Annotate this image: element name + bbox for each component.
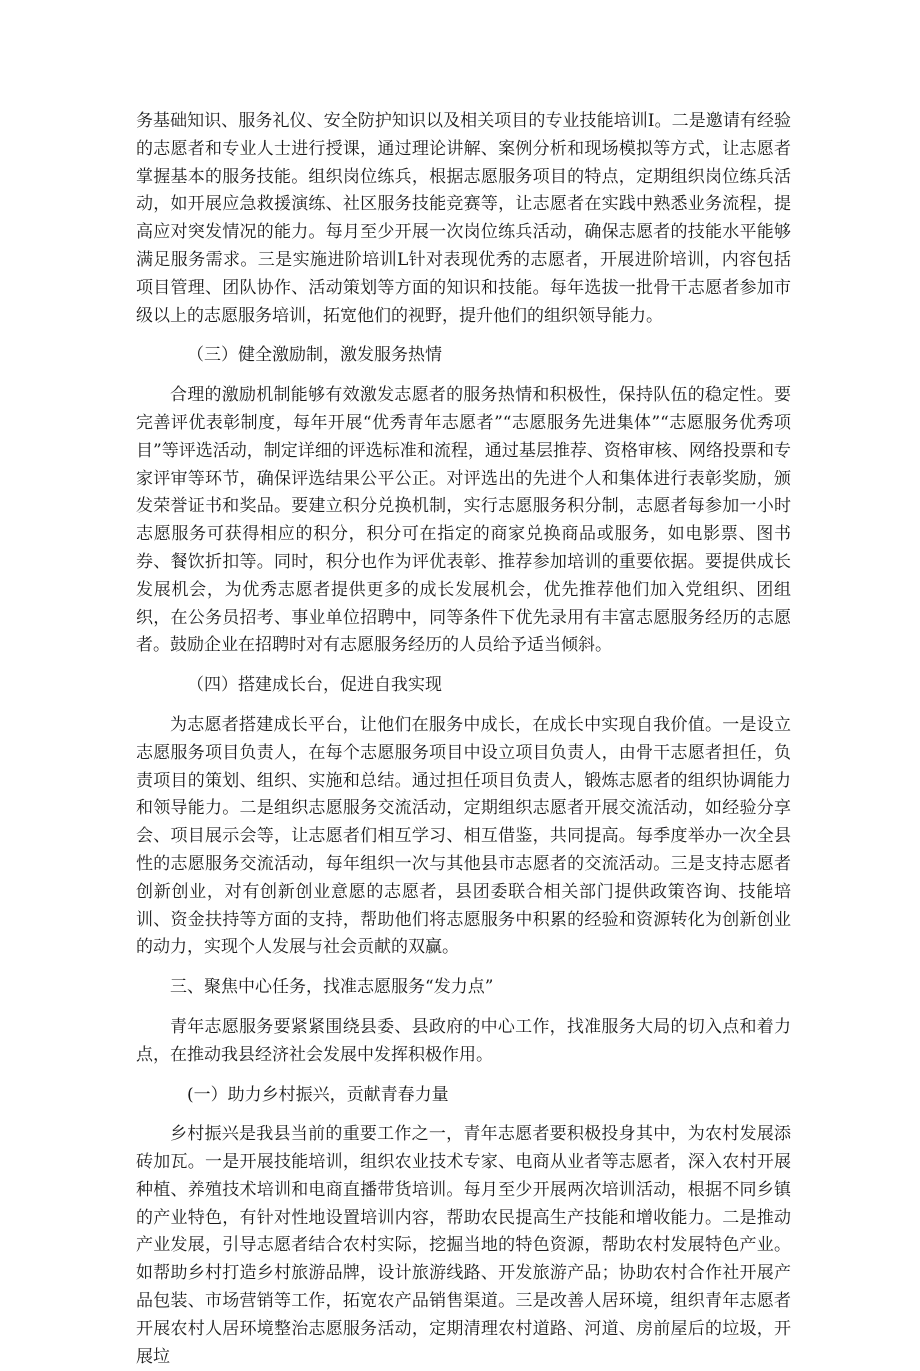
body-paragraph: 乡村振兴是我县当前的重要工作之一，青年志愿者要积极投身其中，为农村发展添砖加瓦。一是开展技能培训，组织农业技术专家、电商从业者等志愿者，深入农村开展种植、养殖技术培训和电商直播带货培训。每月至少开展两次培训活动，根据不同乡镇的产业特色，有针对性地设置培训内容，帮助农民提高生产技能和增收能力。二是推动产业发展，引导志愿者结合农村实际，挖掘当地的特色资源，帮助农村发展特色产业。如帮助乡村打造乡村旅游品牌，设计旅游线路、开发旅游产品；协助农村合作社开展产品包装、市场营销等工作，拓宽农产品销售渠道。三是改善人居环境，组织青年志愿者开展农村人居环境整治志愿服务活动，定期清理农村道路、河道、房前屋后的垃圾，开展垃 (136, 1124, 791, 1367)
section-heading: （四）搭建成长台，促进自我实现 (187, 675, 442, 696)
section-heading: (一）助力乡村振兴，贡献青春力量 (187, 1084, 449, 1105)
document-page (136, 108, 791, 1371)
section-heading: （三）健全激励制，激发服务热情 (187, 345, 442, 366)
body-paragraph: 务基础知识、服务礼仪、安全防护知识以及相关项目的专业技能培训I。二是邀请有经验的志愿者和专业人士进行授课，通过理论讲解、案例分析和现场模拟等方式，让志愿者掌握基本的服务技能。组织岗位练兵，根据志愿服务项目的特点，定期组织岗位练兵活动，如开展应急救援演练、社区服务技能竞赛等，让志愿者在实践中熟悉业务流程，提高应对突发情况的能力。每月至少开展一次岗位练兵活动，确保志愿者的技能水平能够满足服务需求。三是实施进阶培训L针对表现优秀的志愿者，开展进阶培训，内容包括项目管理、团队协作、活动策划等方面的知识和技能。每年选拔一批骨干志愿者参加市级以上的志愿服务培训，拓宽他们的视野，提升他们的组织领导能力。 (136, 111, 791, 326)
body-paragraph: 青年志愿服务要紧紧围绕县委、县政府的中心工作，找准服务大局的切入点和着力点，在推动我县经济社会发展中发挥积极作用。 (136, 1016, 791, 1065)
chapter-heading: 三、聚焦中心任务，找准志愿服务“发力点” (170, 977, 494, 998)
body-paragraph: 合理的激励机制能够有效激发志愿者的服务热情和积极性，保持队伍的稳定性。要完善评优表彰制度，每年开展“优秀青年志愿者”“志愿服务先进集体”“志愿服务优秀项目”等评选活动，制定详细的评选标准和流程，通过基层推荐、资格审核、网络投票和专家评审等环节，确保评选结果公平公正。对评选出的先进个人和集体进行表彰奖励，颁发荣誉证书和奖品。要建立积分兑换机制，实行志愿服务积分制，志愿者每参加一小时志愿服务可获得相应的积分，积分可在指定的商家兑换商品或服务，如电影票、图书券、餐饮折扣等。同时，积分也作为评优表彰、推荐参加培训的重要依据。要提供成长发展机会，为优秀志愿者提供更多的成长发展机会，优先推荐他们加入党组织、团组织，在公务员招考、事业单位招聘中，同等条件下优先录用有丰富志愿服务经历的志愿者。鼓励企业在招聘时对有志愿服务经历的人员给予适当倾斜。 (136, 385, 791, 656)
body-paragraph: 为志愿者搭建成长平台，让他们在服务中成长，在成长中实现自我价值。一是设立志愿服务项目负责人，在每个志愿服务项目中设立项目负责人，由骨干志愿者担任，负责项目的策划、组织、实施和总结。通过担任项目负责人，锻炼志愿者的组织协调能力和领导能力。二是组织志愿服务交流活动，定期组织志愿者开展交流活动，如经验分享会、项目展示会等，让志愿者们相互学习、相互借鉴，共同提高。每季度举办一次全县性的志愿服务交流活动，每年组织一次与其他县市志愿者的交流活动。三是支持志愿者创新创业，对有创新创业意愿的志愿者，县团委联合相关部门提供政策咨询、技能培训、资金扶持等方面的支持，帮助他们将志愿服务中积累的经验和资源转化为创新创业的动力，实现个人发展与社会贡献的双赢。 (136, 714, 791, 958)
